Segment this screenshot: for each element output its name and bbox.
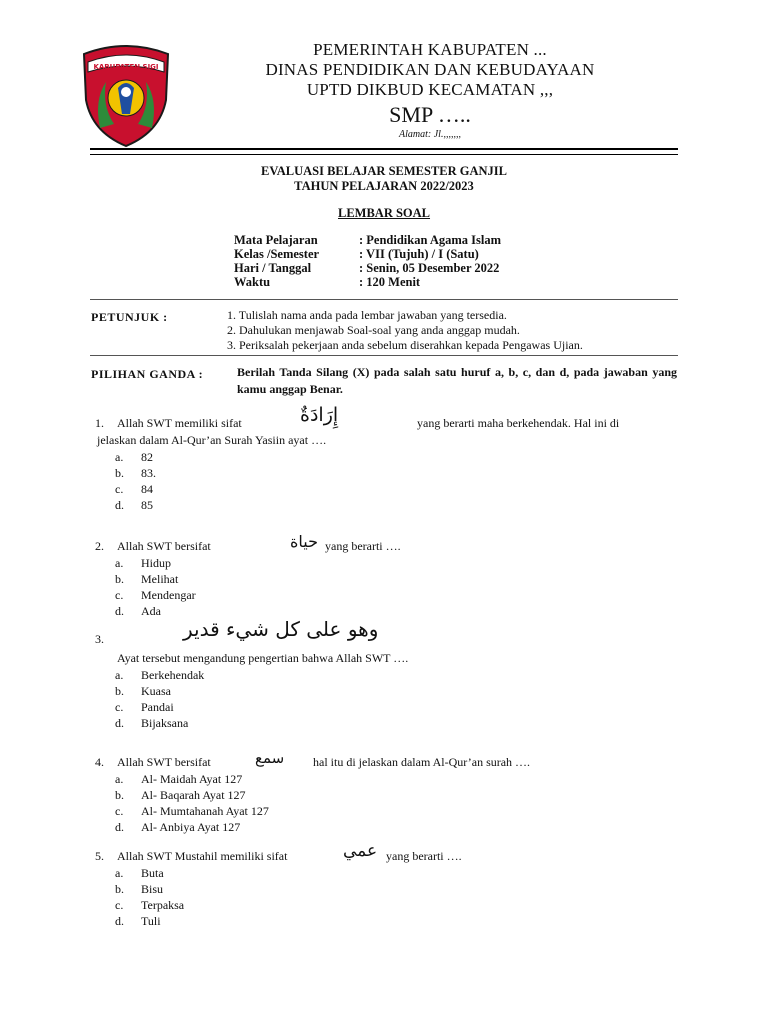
header-line1: PEMERINTAH KABUPATEN ... xyxy=(313,40,547,59)
options-list xyxy=(115,449,680,513)
question-text-continued: hal itu di jelaskan dalam Al-Qur’an surah …. xyxy=(313,755,531,769)
option[interactable] xyxy=(115,683,680,699)
option[interactable] xyxy=(115,897,680,913)
option[interactable] xyxy=(115,865,680,881)
question-5 xyxy=(95,841,680,929)
option-letter: a. xyxy=(115,556,124,570)
option[interactable] xyxy=(115,881,680,897)
option-letter: a. xyxy=(115,450,124,464)
option[interactable] xyxy=(115,699,680,715)
option-letter: a. xyxy=(115,772,124,786)
option-letter: d. xyxy=(115,716,124,730)
option[interactable] xyxy=(115,819,680,835)
option[interactable] xyxy=(115,481,680,497)
arabic-term: حياة xyxy=(290,532,318,551)
options-list xyxy=(115,865,680,929)
multiple-choice-label: PILIHAN GANDA : xyxy=(91,367,204,381)
letterhead xyxy=(180,40,680,140)
info-key: Kelas /Semester xyxy=(234,247,320,261)
school-name: SMP ….. xyxy=(389,102,471,127)
option[interactable] xyxy=(115,771,680,787)
option-text: Berkehendak xyxy=(141,668,205,682)
sheet-title: LEMBAR SOAL xyxy=(337,206,431,220)
option[interactable] xyxy=(115,913,680,929)
option-text: Buta xyxy=(141,866,164,880)
instruction-item: 1. Tulislah nama anda pada lembar jawaban yang tersedia. xyxy=(227,308,507,322)
header-divider xyxy=(90,148,678,155)
option-letter: d. xyxy=(115,604,124,618)
question-number: 3. xyxy=(95,632,104,646)
exam-title: EVALUASI BELAJAR SEMESTER GANJIL xyxy=(260,164,507,178)
section-divider xyxy=(90,355,678,356)
question-number: 2. xyxy=(95,539,104,553)
option-text: Mendengar xyxy=(141,588,196,602)
question-number: 1. xyxy=(95,416,104,430)
school-address: Alamat: Jl.,,,,,,, xyxy=(399,129,461,140)
options-list xyxy=(115,555,680,619)
option-letter: c. xyxy=(115,482,124,496)
option[interactable] xyxy=(115,715,680,731)
option-text: 82 xyxy=(141,450,153,464)
question-3 xyxy=(95,617,680,731)
info-value: : 120 Menit xyxy=(359,275,421,289)
arabic-term: سمع xyxy=(255,749,285,767)
header-line2: DINAS PENDIDIKAN DAN KEBUDAYAAN xyxy=(265,60,595,79)
question-text-continued: yang berarti maha berkehendak. Hal ini di xyxy=(417,416,620,430)
question-text: Allah SWT bersifat xyxy=(117,539,211,553)
question-text-line2: jelaskan dalam Al-Qur’an Surah Yasiin ayat …. xyxy=(97,433,327,447)
option-text: Terpaksa xyxy=(141,898,185,912)
question-number: 5. xyxy=(95,849,104,863)
option-text: Al- Mumtahanah Ayat 127 xyxy=(141,804,269,818)
instructions-list xyxy=(227,308,583,353)
option-letter: b. xyxy=(115,572,124,586)
option-letter: a. xyxy=(115,668,124,682)
options-list xyxy=(115,667,680,731)
option-text: Al- Anbiya Ayat 127 xyxy=(141,820,241,834)
info-row xyxy=(234,233,501,247)
multiple-choice-instruction: Berilah Tanda Silang (X) pada salah satu huruf a, b, c, dan d, pada jawaban yang kamu anggap Benar. xyxy=(237,365,677,396)
option[interactable] xyxy=(115,587,680,603)
option-letter: c. xyxy=(115,804,124,818)
info-key: Mata Pelajaran xyxy=(234,233,318,247)
option-letter: c. xyxy=(115,700,124,714)
instructions-label: PETUNJUK : xyxy=(91,310,168,324)
info-value: : Senin, 05 Desember 2022 xyxy=(359,261,500,275)
option[interactable] xyxy=(115,803,680,819)
option-text: Pandai xyxy=(141,700,174,714)
question-1 xyxy=(95,404,680,513)
question-number: 4. xyxy=(95,755,104,769)
kabupaten-logo xyxy=(80,40,172,148)
question-text-line2: Ayat tersebut mengandung pengertian bahwa Allah SWT …. xyxy=(117,651,409,665)
question-2 xyxy=(95,532,680,619)
arabic-verse: وهو على كل شيء قدير xyxy=(183,617,379,641)
option-letter: b. xyxy=(115,882,124,896)
info-value: : Pendidikan Agama Islam xyxy=(359,233,502,247)
option-letter: c. xyxy=(115,898,124,912)
option-letter: d. xyxy=(115,820,124,834)
info-row xyxy=(234,275,501,289)
option[interactable] xyxy=(115,465,680,481)
instruction-item: 2. Dahulukan menjawab Soal-soal yang anda anggap mudah. xyxy=(227,323,520,337)
option-text: Hidup xyxy=(141,556,171,570)
info-row xyxy=(234,261,501,275)
question-text-continued: yang berarti …. xyxy=(325,539,401,553)
option-text: Al- Baqarah Ayat 127 xyxy=(141,788,246,802)
exam-info xyxy=(234,233,501,289)
option[interactable] xyxy=(115,667,680,683)
option[interactable] xyxy=(115,571,680,587)
option[interactable] xyxy=(115,555,680,571)
instruction-item: 3. Periksalah pekerjaan anda sebelum diserahkan kepada Pengawas Ujian. xyxy=(227,338,583,352)
option-text: 85 xyxy=(141,498,153,512)
header-line3: UPTD DIKBUD KECAMATAN ,,, xyxy=(306,80,554,99)
option-letter: d. xyxy=(115,498,124,512)
info-key: Hari / Tanggal xyxy=(234,261,312,275)
question-text: Allah SWT memiliki sifat xyxy=(117,416,242,430)
option[interactable] xyxy=(115,449,680,465)
question-4 xyxy=(95,749,680,835)
option-letter: b. xyxy=(115,466,124,480)
option-text: Tuli xyxy=(141,914,161,928)
arabic-term: عمي xyxy=(343,841,378,861)
arabic-term: إِرَادَةٌ xyxy=(300,404,339,426)
option-letter: a. xyxy=(115,866,124,880)
option-text: Bisu xyxy=(141,882,164,896)
question-text-continued: yang berarti …. xyxy=(386,849,462,863)
academic-year: TAHUN PELAJARAN 2022/2023 xyxy=(294,179,474,193)
info-row xyxy=(234,247,501,261)
option-text: Melihat xyxy=(141,572,179,586)
question-text: Allah SWT bersifat xyxy=(117,755,211,769)
option-text: Bijaksana xyxy=(141,716,189,730)
option-text: Al- Maidah Ayat 127 xyxy=(141,772,243,786)
option-text: 83. xyxy=(141,466,156,480)
option-text: Kuasa xyxy=(141,684,171,698)
logo-text: KABUPATEN SIGI xyxy=(93,63,159,71)
options-list xyxy=(115,771,680,835)
info-key: Waktu xyxy=(234,275,271,289)
option-text: Ada xyxy=(141,604,161,618)
option[interactable] xyxy=(115,787,680,803)
option-letter: c. xyxy=(115,588,124,602)
option[interactable] xyxy=(115,497,680,513)
option-letter: b. xyxy=(115,684,124,698)
option-letter: b. xyxy=(115,788,124,802)
section-divider xyxy=(90,299,678,300)
option-text: 84 xyxy=(141,482,153,496)
info-value: : VII (Tujuh) / I (Satu) xyxy=(359,247,479,261)
question-text: Allah SWT Mustahil memiliki sifat xyxy=(117,849,288,863)
option-letter: d. xyxy=(115,914,124,928)
